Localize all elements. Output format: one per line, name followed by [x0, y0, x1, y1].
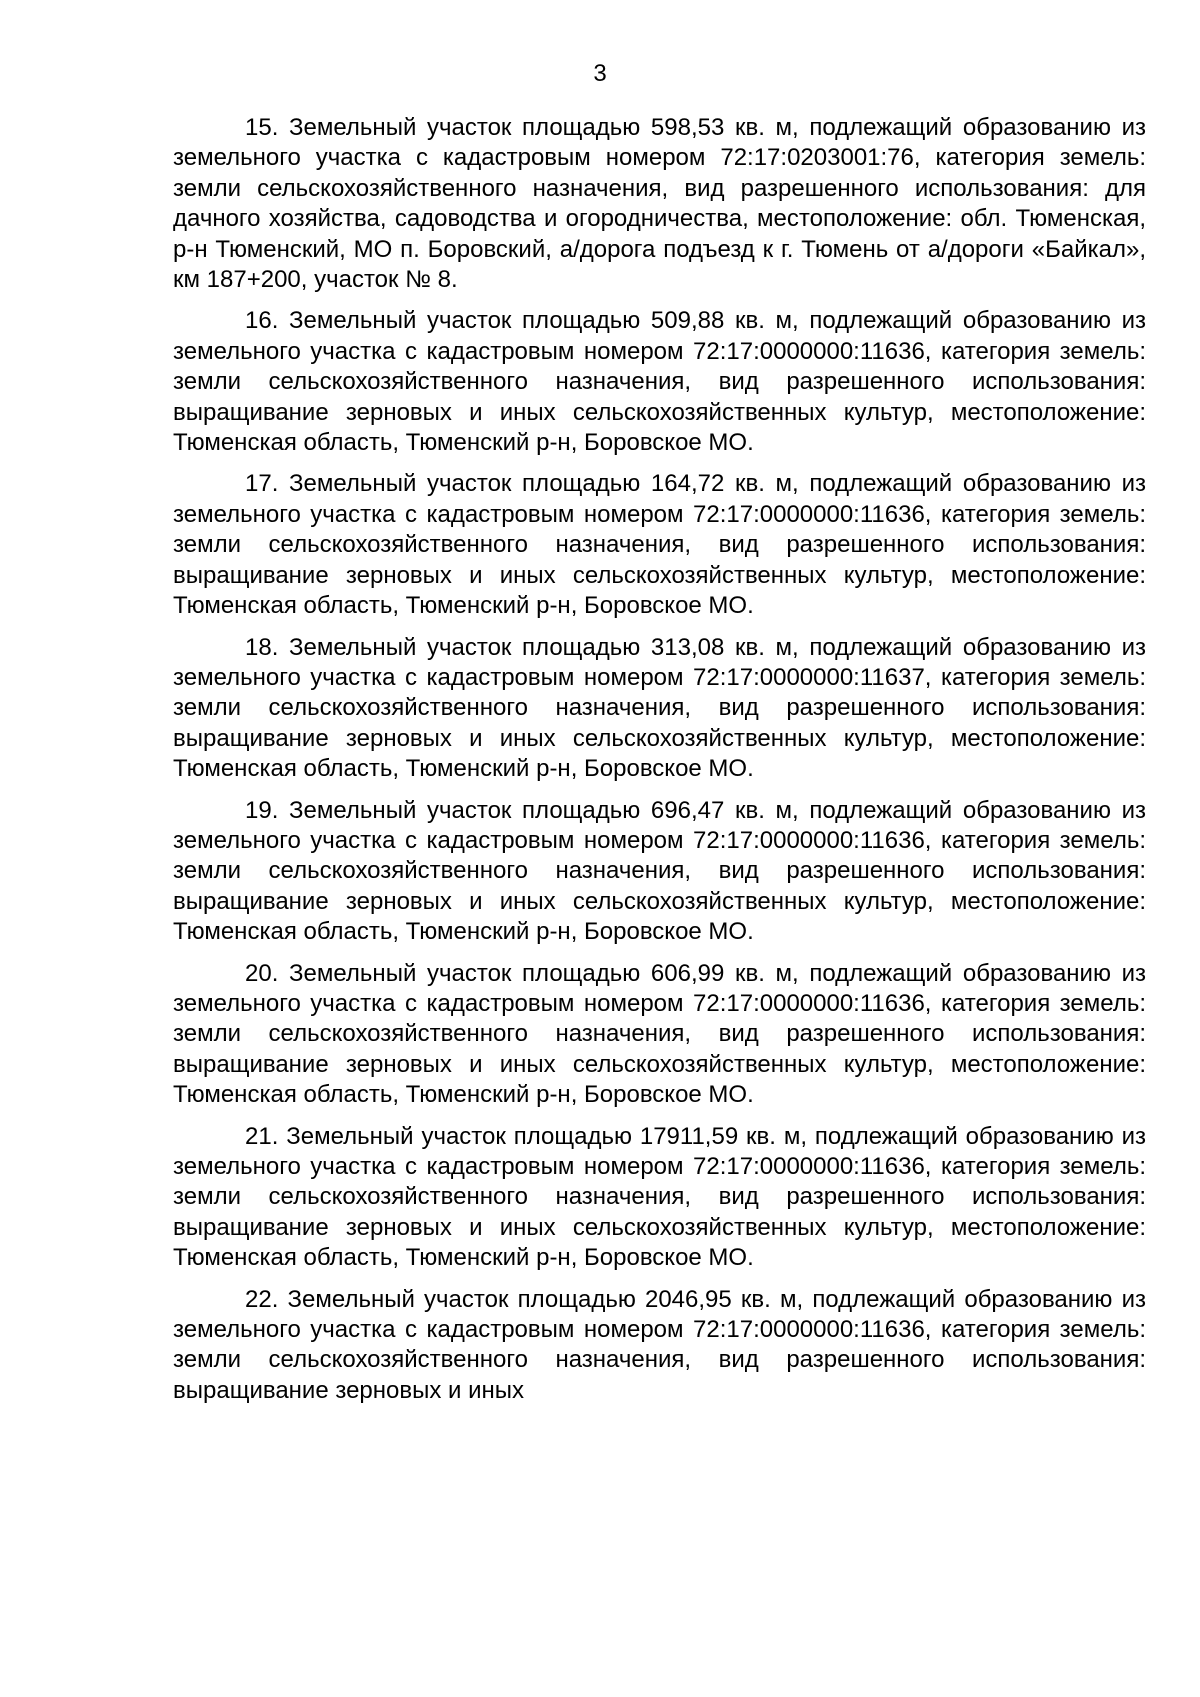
document-body [173, 113, 1146, 1417]
list-item-17 [173, 469, 1146, 621]
page-number: 3 [593, 60, 607, 87]
list-item-21 [173, 1122, 1146, 1274]
item-text: Земельный участок площадью 313,08 кв. м, подлежащий образованию из земельного участка с кадастровым номером 72:17:0000000:11637, категория земель: земли сельскохозяйственного назначения, вид разрешенного использования: выращивание зерновых и иных сельскохозяйственных культур, местоположение: Тюменская область, Тюменский р-н, Боровское МО. [173, 633, 1147, 783]
item-text: Земельный участок площадью 2046,95 кв. м, подлежащий образованию из земельного участка с кадастровым номером 72:17:0000000:11636, категория земель: земли сельскохозяйственного назначения, вид разрешенного использования: выращивание зерновых и иных [173, 1285, 1147, 1404]
item-number: 19. [245, 796, 279, 824]
list-item-18 [173, 633, 1146, 785]
item-text: Земельный участок площадью 606,99 кв. м, подлежащий образованию из земельного участка с кадастровым номером 72:17:0000000:11636, категория земель: земли сельскохозяйственного назначения, вид разрешенного использования: выращивание зерновых и иных сельскохозяйственных культур, местоположение: Тюменская область, Тюменский р-н, Боровское МО. [173, 959, 1147, 1109]
item-number: 15. [245, 114, 279, 141]
item-number: 18. [245, 633, 279, 661]
item-text: Земельный участок площадью 164,72 кв. м, подлежащий образованию из земельного участка с кадастровым номером 72:17:0000000:11636, категория земель: земли сельскохозяйственного назначения, вид разрешенного использования: выращивание зерновых и иных сельскохозяйственных культур, местоположение: Тюменская область, Тюменский р-н, Боровское МО. [173, 470, 1147, 620]
item-text: Земельный участок площадью 17911,59 кв. м, подлежащий образованию из земельного участка с кадастровым номером 72:17:0000000:11636, категория земель: земли сельскохозяйственного назначения, вид разрешенного использования: выращивание зерновых и иных сельскохозяйственных культур, местоположение: Тюменская область, Тюменский р-н, Боровское МО. [173, 1122, 1146, 1272]
list-item-19 [173, 796, 1146, 948]
item-number: 20. [245, 959, 279, 987]
list-item-22 [173, 1285, 1146, 1407]
list-item-20 [173, 959, 1146, 1111]
item-number: 17. [245, 470, 279, 498]
item-text: Земельный участок площадью 696,47 кв. м, подлежащий образованию из земельного участка с кадастровым номером 72:17:0000000:11636, категория земель: земли сельскохозяйственного назначения, вид разрешенного использования: выращивание зерновых и иных сельскохозяйственных культур, местоположение: Тюменская область, Тюменский р-н, Боровское МО. [173, 796, 1147, 946]
item-number: 21. [245, 1122, 279, 1150]
list-item-15 [173, 113, 1146, 295]
item-text: Земельный участок площадью 598,53 кв. м, подлежащий образованию из земельного участка с кадастровым номером 72:17:0203001:76, категория земель: земли сельскохозяйственного назначения, вид разрешенного использования: для дачного хозяйства, садоводства и огородничества, местоположение: обл. Тюменская, р-н Тюменский, МО п. Боровский, а/дорога подъезд к г. Тюмень от а/дороги «Байкал», км 187+200, участок № 8. [173, 114, 1147, 294]
item-number: 16. [245, 307, 279, 335]
item-number: 22. [245, 1285, 279, 1313]
list-item-16 [173, 306, 1146, 458]
item-text: Земельный участок площадью 509,88 кв. м, подлежащий образованию из земельного участка с кадастровым номером 72:17:0000000:11636, категория земель: земли сельскохозяйственного назначения, вид разрешенного использования: выращивание зерновых и иных сельскохозяйственных культур, местоположение: Тюменская область, Тюменский р-н, Боровское МО. [173, 307, 1147, 457]
